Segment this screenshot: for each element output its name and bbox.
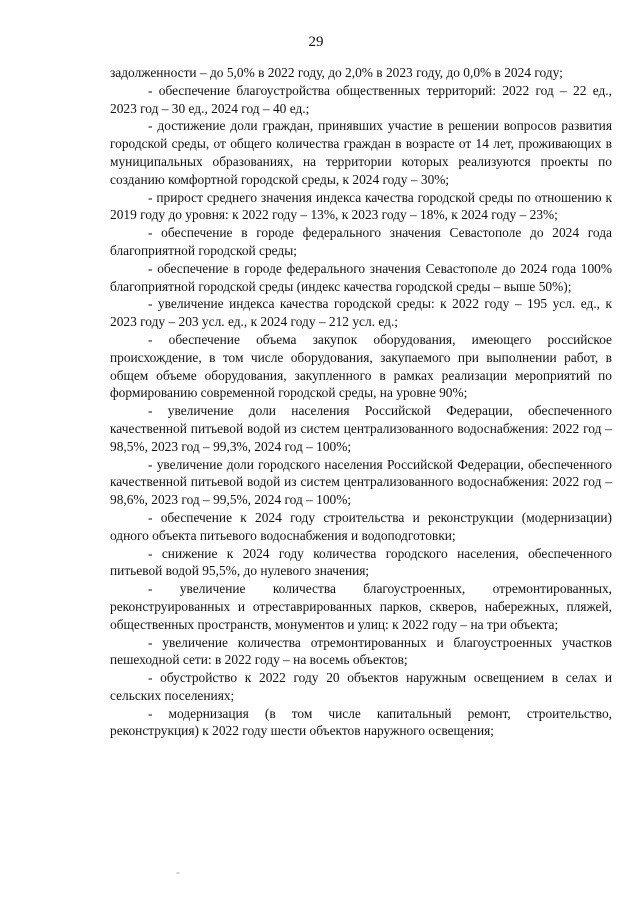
paragraph-quality-index-growth: - прирост среднего значения индекса качества городской среды по отношению к 2019 году до уровня: к 2022 году – 13%, к 2023 году – 18%, к 2024 году – 23%; xyxy=(110,189,612,223)
document-body xyxy=(110,64,612,740)
paragraph-quality-index-units: - увеличение индекса качества городской среды: к 2022 году – 195 усл. ед., к 2023 году – 203 усл. ед., к 2024 году – 212 усл. ед.; xyxy=(110,296,612,330)
paragraph-lighting-modernization: - модернизация (в том числе капитальный ремонт, строительство, реконструкция) к 2022 году шести объектов наружного освещения; xyxy=(110,705,612,739)
paragraph-parks-and-squares: - увеличение количества благоустроенных, отремонтированных, реконструированных и отреставрированных парков, скверов, набережных, пляжей, общественных пространств, монументов и улиц: к 2022 году – на три объекта; xyxy=(110,581,612,632)
paragraph-population-water-share: - увеличение доли населения Российской Федерации, обеспеченного качественной питьевой водой из систем централизованного водоснабжения: 2022 год – 98,5%, 2023 год – 99,3%, 2024 год – 100%; xyxy=(110,403,612,454)
page-number: 29 xyxy=(308,34,324,50)
paragraph-sevastopol-favorable-environment: - обеспечение в городе федерального значения Севастополе до 2024 года благоприятной городской среды; xyxy=(110,225,612,258)
paragraph-urban-population-reduction: - снижение к 2024 году количества городского населения, обеспеченного питьевой водой 95,5%, до нулевого значения; xyxy=(110,545,612,579)
paragraph-water-facility-construction: - обеспечение к 2024 году строительства и реконструкции (модернизации) одного объекта питьевого водоснабжения и водоподготовки; xyxy=(110,509,612,543)
paragraph-public-territories: - обеспечение благоустройства общественных территорий: 2022 год – 22 ед., 2023 год – 30 ед., 2024 год – 40 ед.; xyxy=(110,82,612,116)
paragraph-pedestrian-network: - увеличение количества отремонтированных и благоустроенных участков пешеходной сети: в 2022 году – на восемь объектов; xyxy=(110,634,612,668)
paragraph-rural-lighting: - обустройство к 2022 году 20 объектов наружным освещением в селах и сельских поселениях; xyxy=(110,670,612,703)
paragraph-urban-water-share: - увеличение доли городского населения Российской Федерации, обеспеченного качественной питьевой водой из систем централизованного водоснабжения: 2022 год – 98,6%, 2023 год – 99,5%, 2024 год – 100%; xyxy=(110,456,612,508)
paragraph-citizen-participation: - достижение доли граждан, принявших участие в решении вопросов развития городской среды, от общего количества граждан в возрасте от 14 лет, проживающих в муниципальных образованиях, на территории которых реализуются проекты по созданию комфортной городской среды, к 2024 году – 30%; xyxy=(110,118,612,187)
paragraph-russian-equipment: - обеспечение объема закупок оборудования, имеющего российское происхождение, в том числе оборудования, закупаемого при выполнении работ, в общем объеме оборудования, закупленного в рамках реализации мероприятий по формированию современной городской среды, на уровне 90%; xyxy=(110,331,612,401)
scan-speck xyxy=(176,872,180,874)
paragraph-sevastopol-100-percent: - обеспечение в городе федерального значения Севастополе до 2024 года 100% благоприятной городской среды (индекс качества городской среды – выше 50%); xyxy=(110,260,612,294)
paragraph-arrears-target: задолженности – до 5,0% в 2022 году, до 2,0% в 2023 году, до 0,0% в 2024 году; xyxy=(110,65,563,80)
